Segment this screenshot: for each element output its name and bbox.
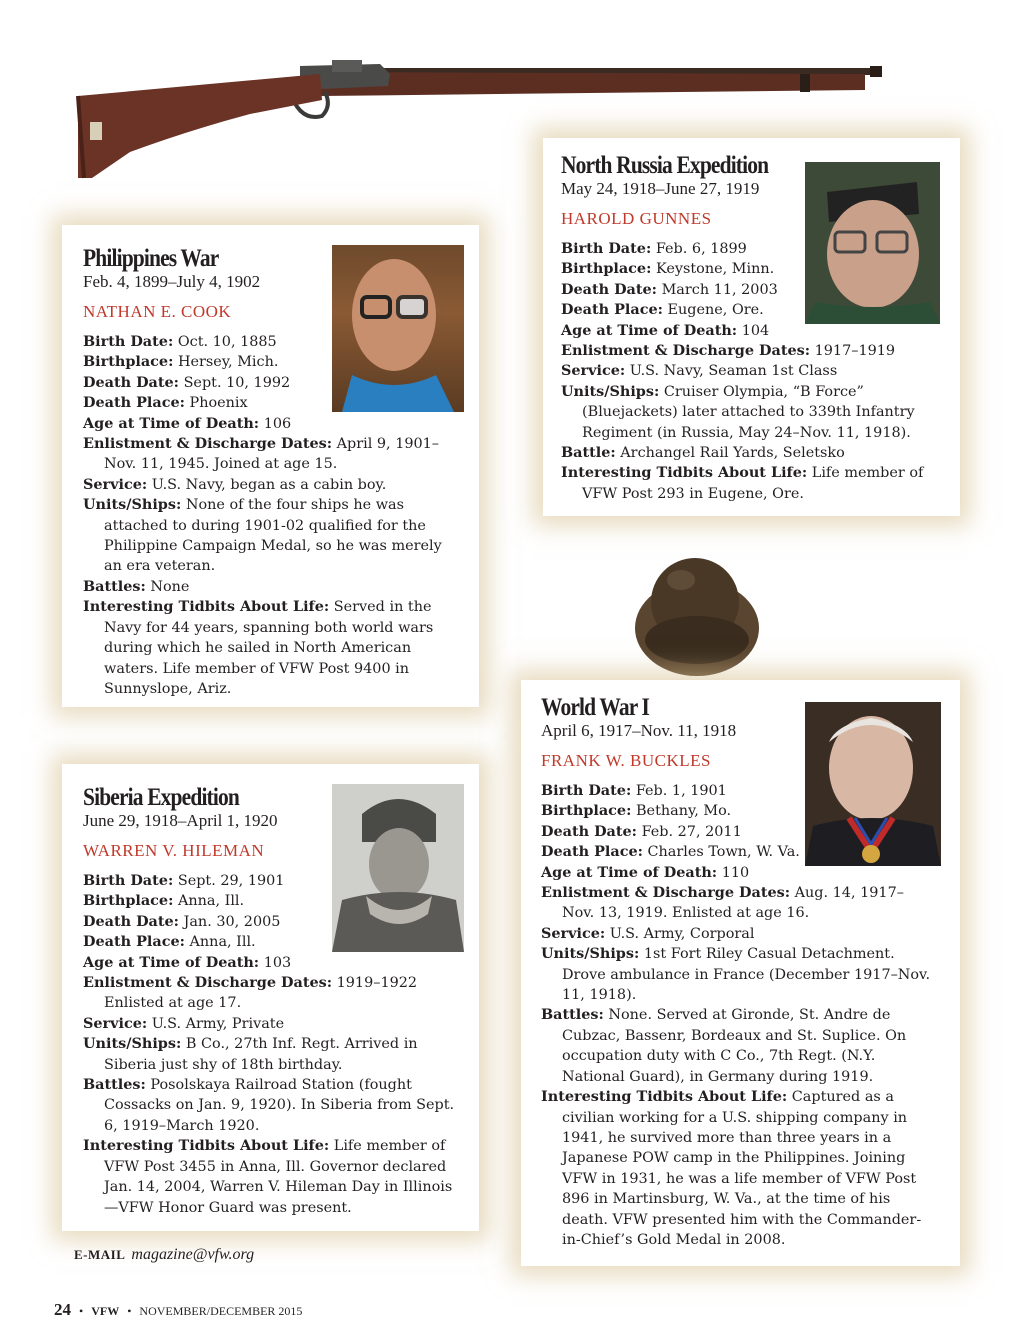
- war-title: North Russia Expedition: [561, 152, 769, 179]
- detail-tidbits: Interesting Tidbits About Life: Served in the Navy for 44 years, spanning both world wars during which he sailed in North American waters. Life member of VFW Post 9400 in Sunnyslope, Ariz.: [83, 598, 434, 697]
- war-dates: April 6, 1917–Nov. 11, 1918: [541, 721, 737, 740]
- detail-death-place: Death Place: Charles Town, W. Va.: [541, 843, 800, 861]
- separator: •: [79, 1304, 84, 1318]
- detail-battles: Battle: Archangel Rail Yards, Seletsko: [561, 444, 845, 462]
- email-line: [74, 1246, 254, 1264]
- war-dates: May 24, 1918–June 27, 1919: [561, 179, 760, 198]
- veteran-name: NATHAN E. COOK: [83, 302, 232, 321]
- detail-enlistment: Enlistment & Discharge Dates: 1917–1919: [561, 342, 896, 360]
- detail-tidbits: Interesting Tidbits About Life: Captured as a civilian working for a U.S. shipping company in 1941, he survived more than three years in a Japanese POW camp in the Philippines. Joining VFW in 1931, he was a life member of VFW Post 896 in Martinsburg, W. Va., at the time of his death. VFW presented him with the Commander-in-Chief’s Gold Medal in 2008.: [541, 1088, 922, 1248]
- detail-enlistment: Enlistment & Discharge Dates: 1919–1922 Enlisted at age 17.: [83, 974, 418, 1012]
- veteran-name: FRANK W. BUCKLES: [541, 751, 712, 770]
- issue-date: NOVEMBER/DECEMBER 2015: [139, 1304, 303, 1318]
- helmet-image: [625, 530, 770, 690]
- detail-service: Service: U.S. Navy, Seaman 1st Class: [561, 362, 838, 380]
- detail-birthplace: Birthplace: Hersey, Mich.: [83, 353, 279, 371]
- detail-battles: Battles: Posolskaya Railroad Station (fought Cossacks on Jan. 9, 1920). In Siberia from Sept. 6, 1919–March 1920.: [83, 1076, 455, 1134]
- veteran-card-philippines: [62, 225, 479, 707]
- veteran-name: HAROLD GUNNES: [561, 209, 712, 228]
- detail-service: Service: U.S. Army, Corporal: [541, 924, 755, 942]
- detail-enlistment: Enlistment & Discharge Dates: Aug. 14, 1917–Nov. 13, 1919. Enlisted at age 16.: [541, 884, 904, 922]
- detail-death-place: Death Place: Phoenix: [83, 394, 248, 412]
- detail-units: Units/Ships: None of the four ships he was attached to during 1901-02 qualified for the Philippine Campaign Medal, so he was merely an era veteran.: [83, 496, 442, 575]
- detail-death-date: Death Date: Sept. 10, 1992: [83, 373, 291, 391]
- magazine-name: VFW: [91, 1304, 120, 1318]
- detail-age-at-death: Age at Time of Death: 104: [561, 321, 770, 339]
- detail-units: Units/Ships: B Co., 27th Inf. Regt. Arrived in Siberia just shy of 18th birthday.: [83, 1035, 418, 1073]
- email-label: E-MAIL: [74, 1247, 126, 1262]
- detail-tidbits: Interesting Tidbits About Life: Life member of VFW Post 293 in Eugene, Ore.: [561, 464, 924, 502]
- detail-tidbits: Interesting Tidbits About Life: Life member of VFW Post 3455 in Anna, Ill. Governor declared Jan. 14, 2004, Warren V. Hileman Day in Illinois—VFW Honor Guard was present.: [83, 1137, 453, 1216]
- detail-birth-date: Birth Date: Sept. 29, 1901: [83, 872, 285, 889]
- detail-battles: Battles: None. Served at Gironde, St. Andre de Cubzac, Bassenr, Bordeaux and St. Suplice. On occupation duty with C Co., 7th Regt. (N.Y. National Guard), in Germany during 1919.: [541, 1006, 907, 1085]
- detail-birth-date: Birth Date: Feb. 1, 1901: [541, 782, 727, 799]
- detail-enlistment: Enlistment & Discharge Dates: April 9, 1901–Nov. 11, 1945. Joined at age 15.: [83, 435, 440, 473]
- detail-death-date: Death Date: March 11, 2003: [561, 280, 778, 298]
- detail-units: Units/Ships: Cruiser Olympia, “B Force” (Bluejackets) later attached to 339th Infantry Regiment (in Russia, May 24–Nov. 11, 1918).: [561, 382, 915, 441]
- page-number: 24: [54, 1300, 71, 1319]
- detail-birthplace: Birthplace: Bethany, Mo.: [541, 802, 732, 820]
- detail-age-at-death: Age at Time of Death: 103: [83, 953, 292, 971]
- detail-battles: Battles: None: [83, 577, 190, 595]
- separator: •: [127, 1304, 132, 1318]
- detail-birth-date: Birth Date: Oct. 10, 1885: [83, 333, 277, 350]
- detail-birthplace: Birthplace: Anna, Ill.: [83, 892, 245, 910]
- detail-age-at-death: Age at Time of Death: 110: [541, 863, 750, 881]
- email-address[interactable]: magazine@vfw.org: [131, 1246, 255, 1263]
- detail-birthplace: Birthplace: Keystone, Minn.: [561, 260, 775, 278]
- veteran-card-siberia: [62, 764, 479, 1231]
- detail-age-at-death: Age at Time of Death: 106: [83, 414, 292, 432]
- detail-death-place: Death Place: Anna, Ill.: [83, 933, 256, 951]
- detail-service: Service: U.S. Navy, began as a cabin boy.: [83, 475, 387, 493]
- detail-service: Service: U.S. Army, Private: [83, 1014, 285, 1032]
- detail-death-date: Death Date: Jan. 30, 2005: [83, 912, 281, 930]
- veteran-photo-gunnes: [805, 162, 940, 324]
- page-footer: [54, 1300, 302, 1320]
- war-title: Philippines War: [83, 245, 219, 272]
- war-dates: Feb. 4, 1899–July 4, 1902: [83, 272, 261, 291]
- detail-death-place: Death Place: Eugene, Ore.: [561, 301, 764, 319]
- veteran-photo-buckles: [805, 702, 941, 866]
- veteran-card-wwi: [521, 680, 960, 1266]
- war-title: Siberia Expedition: [83, 784, 239, 811]
- veteran-name: WARREN V. HILEMAN: [83, 841, 265, 860]
- detail-birth-date: Birth Date: Feb. 6, 1899: [561, 240, 747, 257]
- war-title: World War I: [541, 694, 650, 721]
- war-dates: June 29, 1918–April 1, 1920: [83, 811, 278, 830]
- detail-death-date: Death Date: Feb. 27, 2011: [541, 822, 742, 840]
- veteran-card-north-russia: [543, 138, 960, 516]
- detail-units: Units/Ships: 1st Fort Riley Casual Detachment. Drove ambulance in France (December 1917–Nov. 11, 1918).: [541, 945, 931, 1004]
